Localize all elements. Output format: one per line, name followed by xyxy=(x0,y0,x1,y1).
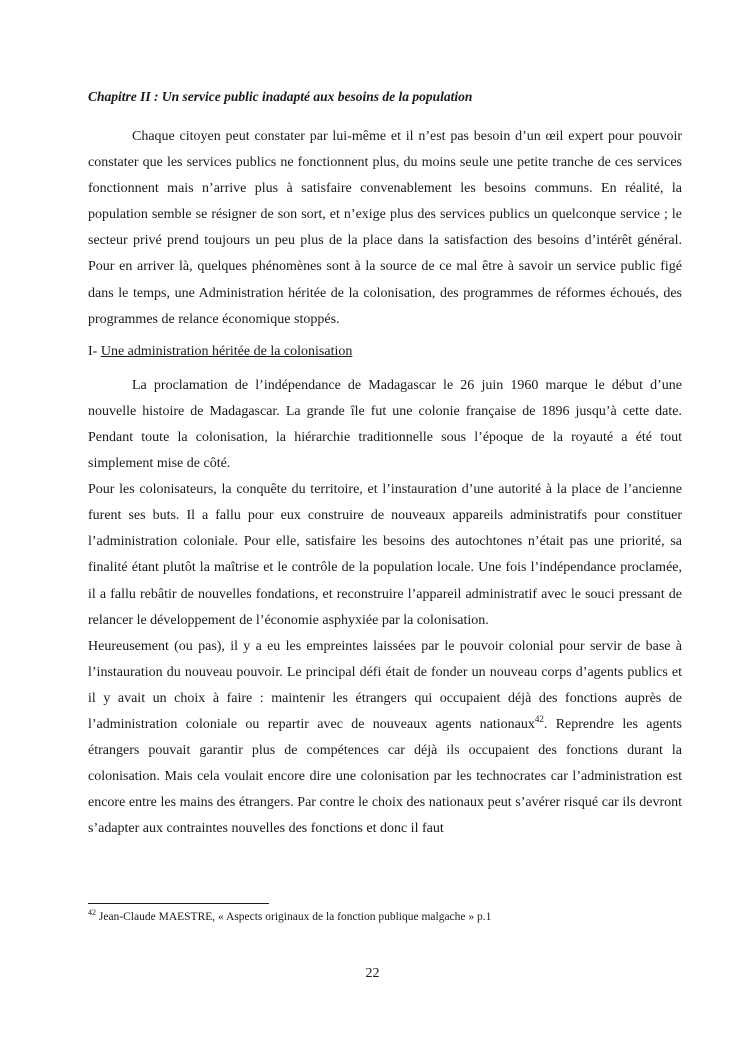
paragraph-agents xyxy=(88,634,682,843)
footnote-separator xyxy=(88,903,269,904)
footnote-text: Jean-Claude MAESTRE, « Aspects originaux de la fonction publique malgache » p.1 xyxy=(96,911,492,923)
section-prefix: I- xyxy=(88,343,101,359)
paragraph-colonisers: Pour les colonisateurs, la conquête du territoire, et l’instauration d’une autorité à la place de l’ancienne furent ses buts. Il a fallu pour eux construire de nouveaux appareils administratifs pour constituer l’administration coloniale. Pour elle, satisfaire les besoins des autochtones n’était pas une priorité, sa finalité étant plutôt la maîtrise et le contrôle de la population locale. Une fois l’indépendance proclamée, il a fallu rebâtir de nouvelles fondations, et reconstruire l’appareil administratif avec le souci pressant de relancer le développement de l’économie asphyxiée par la colonisation. xyxy=(88,482,682,628)
footnote xyxy=(88,909,491,925)
intro-paragraph: Chaque citoyen peut constater par lui-même et il n’est pas besoin d’un œil expert pour pouvoir constater que les services publics ne fonctionnent plus, du moins seule une petite tranche de ces services fonctionnent mais n’arrive plus à satisfaire convenablement les besoins communs. En réalité, la population semble se résigner de son sort, et n’exige plus des services publics un quelconque service ; le secteur privé prend toujours un peu plus de la place dans la satisfaction des besoins d’intérêt général. Pour en arriver là, quelques phénomènes sont à la source de ce mal être à savoir un service public figé dans le temps, une Administration héritée de la colonisation, des programmes de réformes échoués, des programmes de relance économique stoppés. xyxy=(88,129,682,327)
page-body xyxy=(88,84,682,842)
paragraph-agents-text-before: Heureusement (ou pas), il y a eu les empreintes laissées par le pouvoir colonial pour servir de base à l’instauration du nouveau pouvoir. Le principal défi était de fonder un nouveau corps d’agents publics et il y avait un choix à faire : maintenir les étrangers qui occupaient déjà des fonctions auprès de l’administration coloniale ou repartir avec de nouveaux agents nationaux xyxy=(88,638,682,732)
section-heading xyxy=(88,339,682,365)
footnote-number: 42 xyxy=(88,908,96,917)
paragraph-agents-text-after: . Reprendre les agents étrangers pouvait garantir plus de compétences car déjà ils occupaient des fonctions durant la colonisation. Mais cela voulait encore dire une colonisation par les technocrates car l’administration est encore entre les mains des étrangers. Par contre le choix des nationaux peut s’avérer risqué car ils devront s’adapter aux contraintes nouvelles des fonctions et donc il faut xyxy=(88,716,683,837)
section-title: Une administration héritée de la colonisation xyxy=(100,343,353,359)
footnote-reference[interactable]: 42 xyxy=(534,713,544,724)
paragraph-independence: La proclamation de l’indépendance de Madagascar le 26 juin 1960 marque le début d’une nouvelle histoire de Madagascar. La grande île fut une colonie française de 1896 jusqu’à cette date. Pendant toute la colonisation, la hiérarchie traditionnelle sous l’époque de la royauté a été tout simplement mise de côté. xyxy=(88,377,682,472)
chapter-title: Chapitre II : Un service public inadapté aux besoins de la population xyxy=(88,89,473,104)
page-number: 22 xyxy=(365,966,380,981)
